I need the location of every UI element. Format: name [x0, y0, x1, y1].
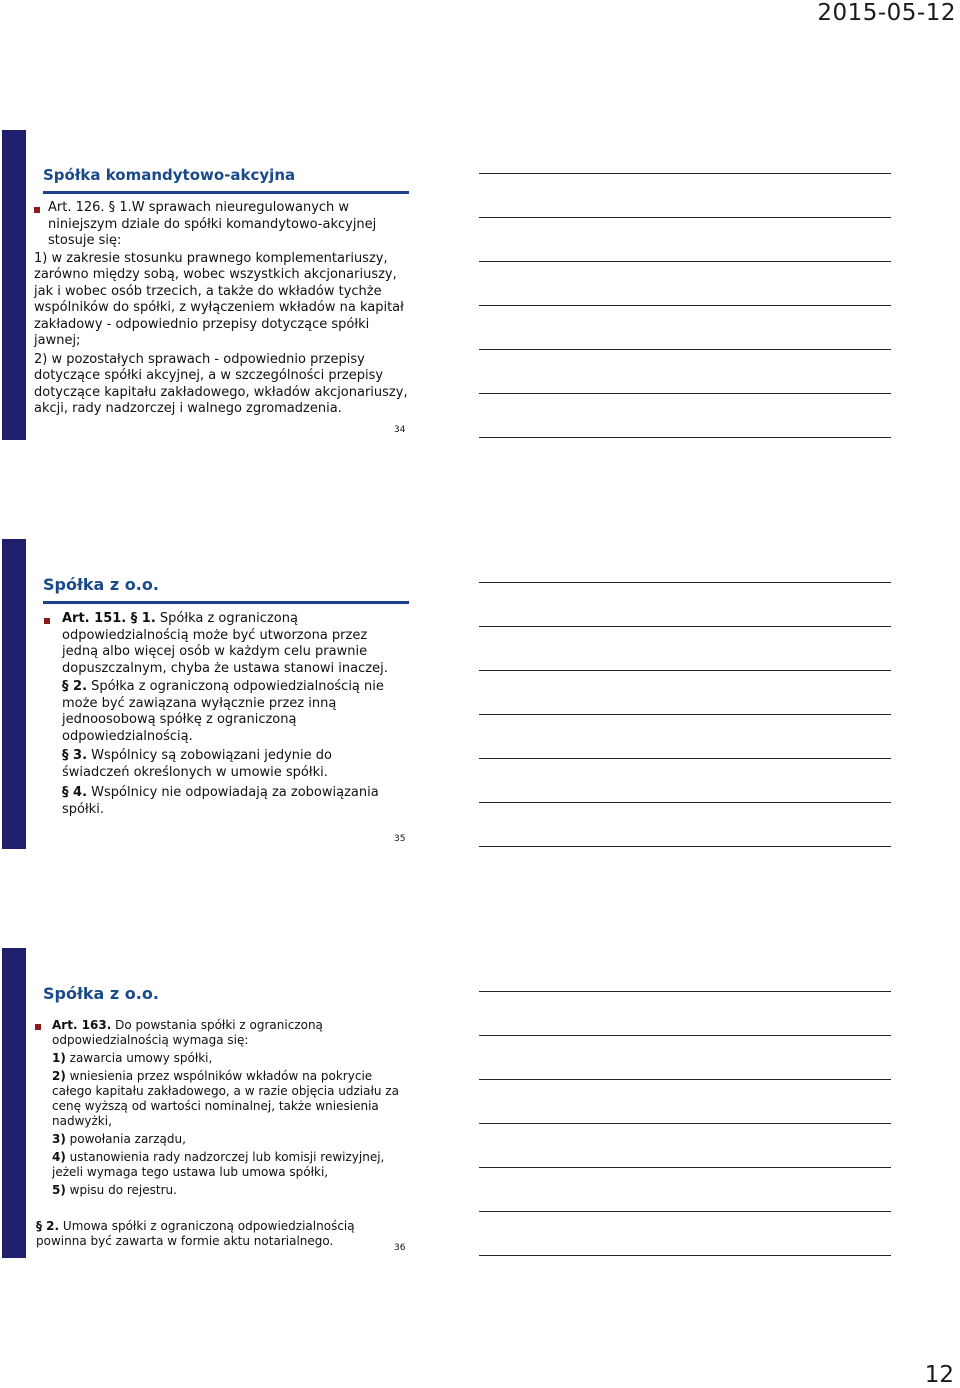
note-line: [479, 261, 891, 262]
section-sign: §: [62, 785, 69, 800]
slide-accent-bar: [2, 948, 26, 1258]
note-line: [479, 670, 891, 671]
note-line: [479, 1123, 891, 1124]
note-line: [479, 714, 891, 715]
section-sign: §: [36, 1219, 42, 1233]
list-item: 3) powołania zarządu,: [52, 1132, 186, 1146]
title-underline: [43, 191, 409, 194]
slide-body: [52, 1018, 408, 1198]
slide-35: [0, 539, 420, 849]
note-line: [479, 1167, 891, 1168]
list-item: 5) wpisu do rejestru.: [52, 1183, 177, 1197]
slide-body: [62, 611, 402, 818]
slide-number: 34: [394, 425, 406, 435]
slide-title: Spółka komandytowo-akcyjna: [43, 166, 296, 184]
note-line: [479, 1079, 891, 1080]
note-line: [479, 173, 891, 174]
note-line: [479, 1255, 891, 1256]
note-line: [479, 437, 891, 438]
section-paragraph: § 4. Wspólnicy nie odpowiadają za zobowiązania spółki.: [62, 785, 379, 817]
section-paragraph: § 3. Wspólnicy są zobowiązani jedynie do świadczeń określonych w umowie spółki.: [62, 748, 332, 780]
note-line: [479, 1035, 891, 1036]
bullet-icon: [44, 618, 50, 624]
bullet-icon: [35, 1024, 41, 1030]
article-paragraph: Art. 151. § 1. Spółka z ograniczoną odpowiedzialnością może być utworzona przez jedną albo więcej osób w każdym celu prawnie dopuszczalnym, chyba że ustawa stanowi inaczej.: [62, 611, 388, 676]
paragraph: 1) w zakresie stosunku prawnego komplementariuszy, zarówno między sobą, wobec wszystkich akcjonariuszy, jak i wobec osób trzecich, a także do wkładów tychże wspólników do spółki, z wyłączeniem wkładów na kapitał zakładowy - odpowiednio przepisy dotyczące spółki jawnej;: [34, 250, 404, 348]
note-line: [479, 349, 891, 350]
section-sign: §: [62, 748, 69, 763]
section-sign: §: [104, 200, 116, 215]
slide-36: [0, 948, 420, 1258]
note-line: [479, 1211, 891, 1212]
slide-title: Spółka z o.o.: [43, 575, 159, 594]
section-paragraph: § 2. Spółka z ograniczoną odpowiedzialnością nie może być zawiązana wyłącznie przez inną jednoosobową spółkę z ograniczoną odpowiedzialnością.: [62, 679, 384, 744]
slide-number: 36: [394, 1243, 406, 1253]
section-sign: §: [126, 611, 138, 626]
note-line: [479, 393, 891, 394]
bullet-paragraph: Art. 126. § 1.W sprawach nieuregulowanych w niniejszym dziale do spółki komandytowo-akcyjnej stosuje się:: [48, 200, 377, 248]
note-line: [479, 626, 891, 627]
list-item: 4) ustanowienia rady nadzorczej lub komisji rewizyjnej, jeżeli wymaga tego ustawa lub umowa spółki,: [52, 1150, 385, 1179]
note-line: [479, 802, 891, 803]
paragraph: 2) w pozostałych sprawach - odpowiednio przepisy dotyczące spółki akcyjnej, a w szczególności przepisy dotyczące kapitału zakładowego, wkładów akcjonariuszy, akcji, rady nadzorczej i walnego zgromadzenia.: [34, 351, 408, 416]
article-paragraph: Art. 163. Do powstania spółki z ograniczoną odpowiedzialnością wymaga się:: [52, 1018, 323, 1047]
section-paragraph: § 2. Umowa spółki z ograniczoną odpowiedzialnością powinna być zawarta w formie aktu notarialnego.: [36, 1219, 355, 1248]
slide-34: [0, 130, 420, 440]
slide-title: Spółka z o.o.: [43, 984, 159, 1003]
section-sign: §: [62, 679, 69, 694]
title-underline: [43, 601, 409, 604]
note-line: [479, 217, 891, 218]
slide-accent-bar: [2, 539, 26, 849]
note-line: [479, 758, 891, 759]
note-line: [479, 846, 891, 847]
page-number: 12: [924, 1362, 954, 1388]
slide-body: [34, 200, 414, 418]
slide-accent-bar: [2, 130, 26, 440]
note-line: [479, 582, 891, 583]
document-date: 2015-05-12: [817, 0, 956, 26]
slide-number: 35: [394, 834, 406, 844]
note-line: [479, 305, 891, 306]
list-item: 1) zawarcia umowy spółki,: [52, 1051, 213, 1065]
list-item: 2) wniesienia przez wspólników wkładów na pokrycie całego kapitału zakładowego, a w razie objęcia udziału za cenę wyższą od wartości nominalnej, także wniesienia nadwyżki,: [52, 1069, 399, 1128]
note-line: [479, 991, 891, 992]
